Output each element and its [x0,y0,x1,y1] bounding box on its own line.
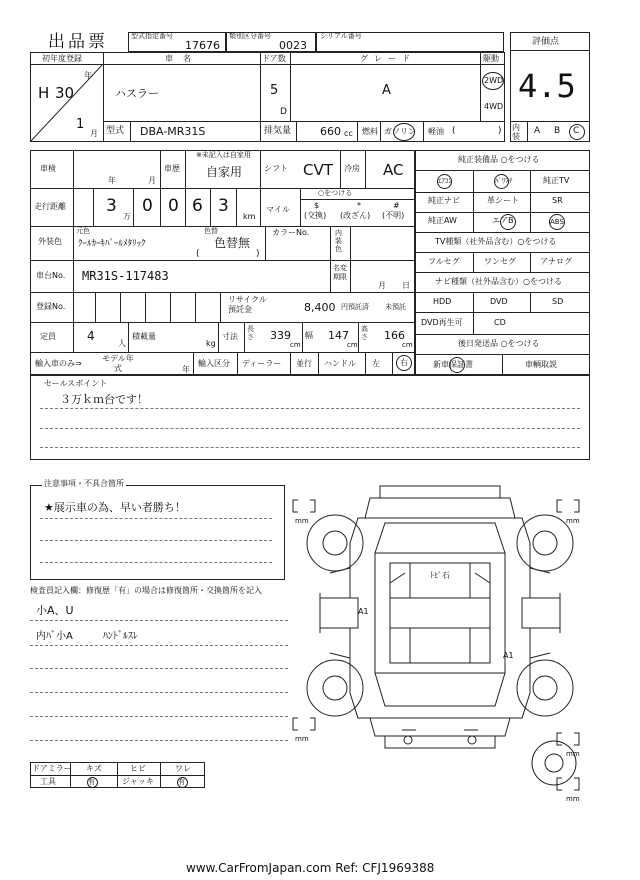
drive-2wd: 2WD [484,76,504,85]
interior-a: A [534,126,541,136]
grade-value: A [382,83,391,98]
displacement-value: 660 [320,125,341,138]
tv-title: TV種類（社外品含む）○をつける [435,237,557,246]
unknown-label: (不明) [382,211,405,220]
load-label: 積載量 [132,332,156,341]
notes-label: 注意事項・不具合箇所 [44,479,124,488]
legend-scratch: キズ [86,764,102,773]
legend-crack: ヒビ [130,764,146,773]
height-unit: cm [402,341,413,349]
damage-label-roof: ﾄﾋﾟ石 [430,571,450,580]
chassis-value: MR31S-117483 [82,269,169,283]
mileage-digit-3: 0 [168,196,179,216]
width-value: 147 [328,329,349,342]
doors-label: ドア数 [262,54,286,63]
inspector-line-1: 小A、U [36,604,74,617]
sheet-title: 出品票 [48,32,108,52]
month-unit: 月 [90,129,98,138]
load-unit: kg [206,339,216,348]
ac-label: 冷房 [344,164,360,173]
footer-watermark: www.CarFromJapan.com Ref: CFJ1969388 [186,861,435,875]
length-label: 長さ [247,325,254,341]
cc-unit: cc [344,129,353,138]
color-paren-close: ) [256,249,260,259]
shift-value: CVT [303,161,333,179]
damage-label-left: A1 [358,607,369,616]
drive-4wd: 4WD [484,102,504,111]
mm-front-right: mm [566,517,580,525]
mileage-km-unit: km [243,212,256,221]
displacement-label: 排気量 [264,126,292,136]
doors-value: 5 [270,83,279,98]
first-reg-label: 初年度登録 [42,54,82,63]
legend-tools: 工具 [40,777,56,786]
import-type-label: 輸入区分 [198,359,230,368]
inspection-month-unit: 月 [148,176,156,185]
fuel-label: 燃料 [362,127,378,136]
mm-rear-right: mm [566,750,580,758]
tv-analog: アナログ [540,257,572,266]
exterior-color-value: ｸｰﾙｶｰｷﾊﾟｰﾙﾒﾀﾘｯｸ [78,239,146,249]
history-note: ※未記入は自家用 [196,151,251,159]
inspector-line-2: 内ﾊﾞ小A ﾊﾝﾄﾞﾙｽﾚ [36,631,138,642]
exchange-mark: $ [314,201,320,210]
legend-jack: ジャッキ [122,777,154,786]
recycle-value: 8,400 [304,301,336,314]
eq-sunroof: SR [552,196,563,205]
exterior-color-label: 外装色 [38,237,62,246]
eq-powersteer: ﾊﾟﾜｽﾃ [495,177,513,185]
drive-label: 駆動 [483,54,499,63]
capacity-label: 定員 [40,332,56,341]
car-name-label: 車名 [165,54,201,63]
mileage-man-unit: 万 [123,212,131,221]
score-value: 4.5 [518,67,576,105]
mileage-digit-4: 6 [192,196,203,216]
width-label: 幅 [305,331,313,340]
type-number-label: 型式指定番号 [131,32,173,40]
registration-label: 登録No. [36,302,66,311]
inspector-label: 検査員記入欄：修復歴「有」の場合は修復箇所・交換箇所を記入 [30,586,262,595]
eq-aircon: ｴｱｺﾝ [438,177,452,185]
later-manual: 車輌取説 [525,360,557,369]
doors-suffix: D [280,107,287,117]
car-name-value: ハスラー [115,87,159,100]
legend-mirror: ドアミラー [32,764,72,773]
serial-number-label: シリアル番号 [320,32,362,40]
class-number-value: 0023 [279,39,307,52]
import-dealer: ディーラー [242,359,282,368]
inspection-label: 車検 [40,164,56,173]
mileage-label: 走行距離 [34,202,66,211]
class-number-label: 類別区分番号 [229,32,271,40]
model-year-label: モデル年式 [102,354,134,373]
eq-navi: 純正ナビ [428,196,460,205]
nav-dvd-play: DVD再生可 [421,318,463,327]
year-value: 30 [55,84,75,102]
nav-dvd: DVD [490,297,508,306]
eq-abs: ABS [550,218,564,226]
import-parallel: 並行 [296,359,312,368]
type-number-value: 17676 [185,39,220,52]
ac-value: AC [383,161,404,179]
later-title: 後日発送品 ○をつける [458,339,540,348]
mm-spare: mm [566,795,580,803]
handle-label: ハンドル [324,359,356,368]
fuel-other-open: ( [452,126,456,136]
orig-color-label: 元色 [76,227,90,235]
length-value: 339 [270,329,291,342]
dimensions-label: 寸法 [222,332,238,341]
recycle-unpaid: 未預託 [385,303,406,311]
shift-label: シフト [264,164,288,173]
equipment-title: 純正装備品 ○をつける [458,155,540,164]
sales-point-label: セールスポイント [44,379,108,388]
eq-aw: 純正AW [428,216,457,225]
eq-airbag: エアB [492,216,514,225]
legend-tools-yes: 有 [88,778,95,786]
altered-label: (改ざん) [340,211,371,220]
eq-leather: 革シート [487,196,519,205]
nav-title: ナビ種類（社外品含む）○をつける [435,277,562,286]
month-value: 1 [76,117,85,132]
mile-label: マイル [266,205,290,214]
mileage-tick-note: ○をつける [318,189,353,197]
damage-label-right: A1 [503,651,514,660]
fuel-gasoline: ガソリン [384,127,416,136]
legend-jack-yes: 有 [178,778,185,786]
recycle-paid: 円預託済 [341,303,369,311]
fuel-other-close: ) [498,126,502,136]
nav-hdd: HDD [433,297,452,306]
width-unit: cm [347,341,358,349]
notes-box [30,485,285,580]
length-unit: cm [290,341,301,349]
color-change-value: 色替無 [214,236,251,250]
mm-rear-left: mm [295,735,309,743]
nav-cd: CD [494,318,506,327]
mm-front-left: mm [295,517,309,525]
inspection-year-unit: 年 [108,176,116,185]
color-paren-open: ( [196,249,200,259]
interior-color-label: 内装色 [335,229,342,253]
exchange-label: (交換) [304,211,327,220]
interior-b: B [554,126,561,136]
recycle-label: リサイクル預託金 [228,295,267,314]
year-unit: 年 [84,71,92,80]
score-label: 評価点 [532,37,560,47]
era-value: H [38,84,50,102]
handle-right: 右 [400,358,408,367]
model-label: 型式 [106,126,125,136]
tv-oneseg: ワンセグ [484,257,516,266]
model-value: DBA-MR31S [140,125,206,138]
height-label: 高さ [361,325,368,341]
name-change-month: 月 [378,281,386,290]
tv-fullseg: フルセグ [428,257,460,266]
unknown-mark: # [393,201,400,210]
altered-mark: * [357,201,361,210]
interior-label: 内装 [512,123,520,141]
name-change-day: 日 [402,281,410,290]
handle-left: 左 [372,359,380,368]
grade-label: グレード [360,54,416,63]
later-warranty: 新車保証書 [433,360,473,369]
mileage-digit-5: 3 [218,196,229,216]
mileage-digit-1: 3 [106,196,117,216]
chassis-label: 車台No. [36,271,66,280]
notes-text: ★展示車の為、早い者勝ち！ [44,501,186,514]
height-value: 166 [384,329,405,342]
eq-tv: 純正TV [543,176,570,185]
history-value: 自家用 [206,165,243,179]
color-change-label: 色替 [204,227,218,235]
color-number-label: カラーNo. [272,228,310,237]
sales-point-text: ３万ｋｍ台です！ [60,393,148,406]
model-year-unit: 年 [182,365,190,374]
interior-c: C [573,126,580,136]
nav-sd: SD [552,297,564,306]
import-label: 輸入車のみ⇒ [35,359,82,368]
name-change-label: 名変期限 [333,264,347,281]
history-label: 車歴 [164,164,180,173]
car-damage-diagram [290,478,590,813]
fuel-diesel: 軽油 [428,127,444,136]
capacity-value: 4 [87,329,95,343]
mileage-digit-2: 0 [142,196,153,216]
legend-break: ワレ [175,764,191,773]
capacity-unit: 人 [118,339,126,348]
